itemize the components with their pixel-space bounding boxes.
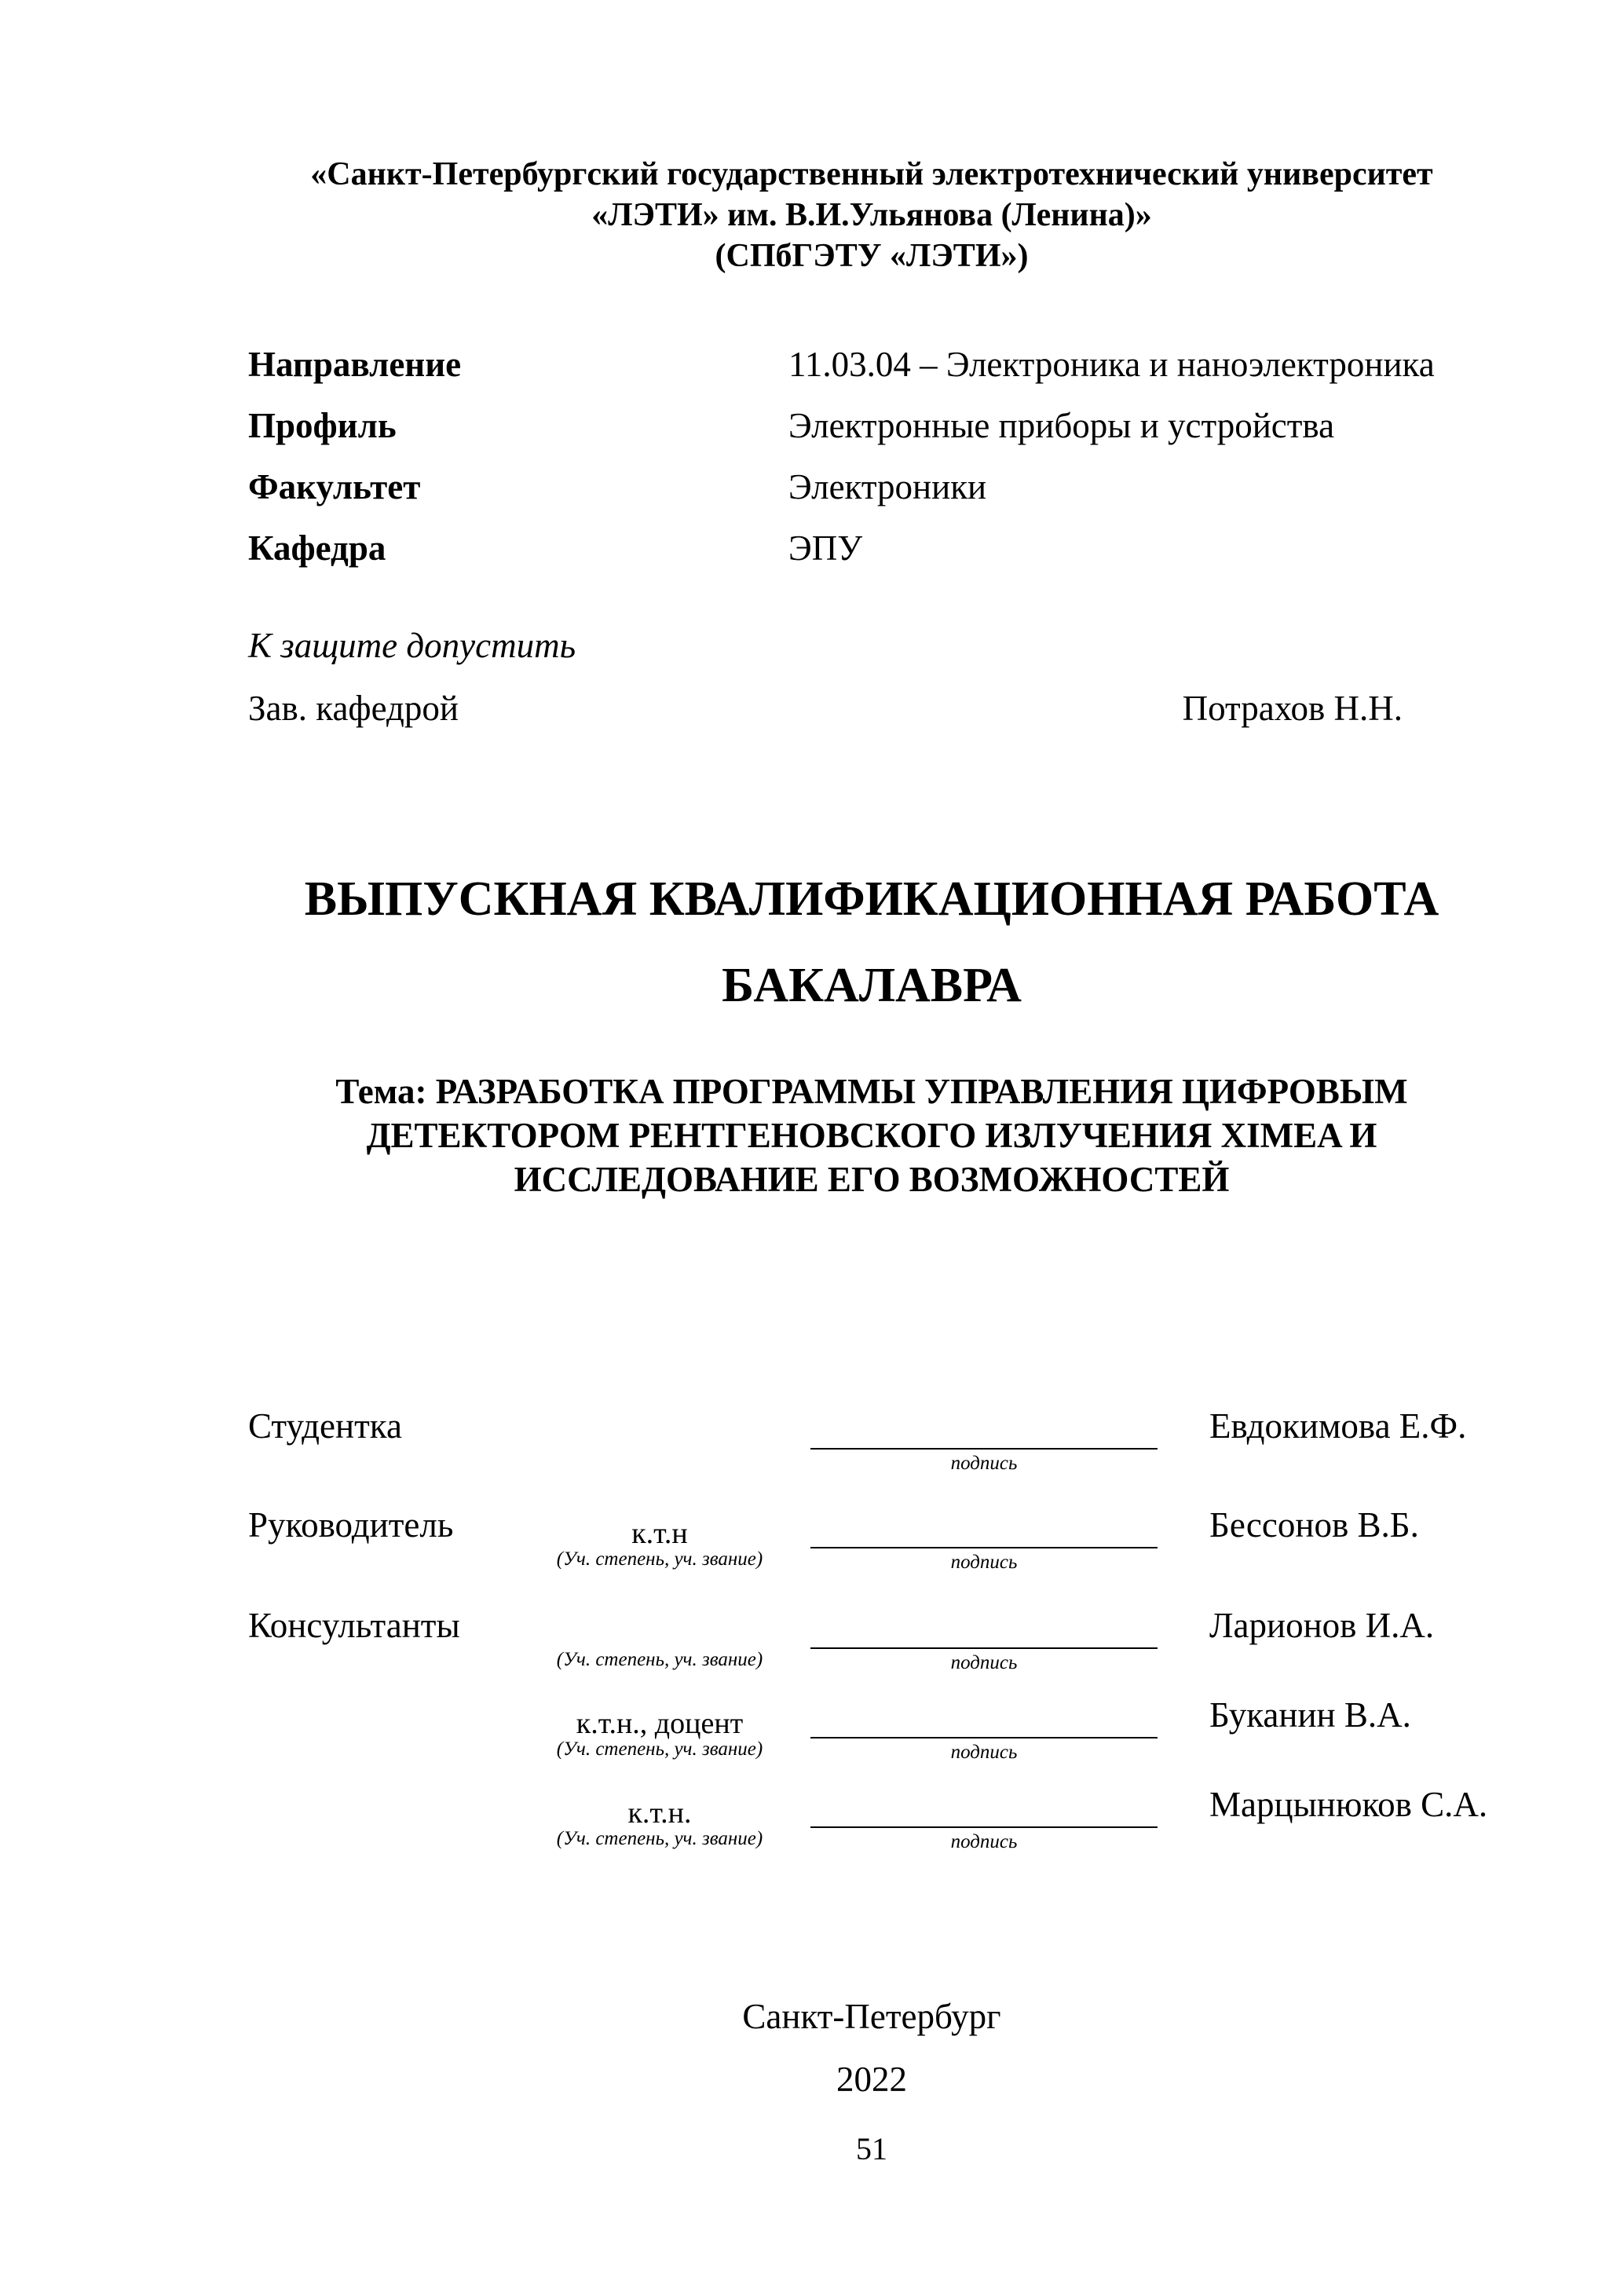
signature-role: Консультанты (248, 1606, 460, 1645)
signature-line (810, 1737, 1158, 1738)
thesis-theme (0, 1069, 1624, 1201)
signature-role: Студентка (248, 1406, 402, 1446)
degree-caption: (Уч. степень, уч. звание) (556, 1548, 763, 1570)
signature-row-supervisor (0, 1501, 1624, 1580)
info-label: Направление (248, 345, 462, 384)
degree-caption: (Уч. степень, уч. звание) (556, 1738, 763, 1760)
signature-line (810, 1547, 1158, 1548)
signature-role: Руководитель (248, 1505, 454, 1545)
info-value: Электроники (788, 467, 987, 506)
signature-name: Бессонов В.Б. (1209, 1505, 1419, 1545)
document-title-line: БАКАЛАВРА (722, 959, 1022, 1012)
signature-name: Буканин В.А. (1209, 1695, 1411, 1735)
info-row-department (248, 525, 1583, 572)
degree-caption: (Уч. степень, уч. звание) (556, 1649, 763, 1670)
info-row-profile (248, 402, 1583, 449)
info-value: ЭПУ (788, 528, 863, 568)
department-head-name: Потрахов Н.Н. (1182, 689, 1403, 728)
signature-caption: подпись (950, 1453, 1018, 1474)
university-abbreviation: (СПбГЭТУ «ЛЭТИ») (715, 238, 1029, 274)
info-row-direction (248, 341, 1583, 388)
signature-row-consultant (0, 1781, 1624, 1859)
signature-caption: подпись (950, 1652, 1018, 1673)
degree-caption: (Уч. степень, уч. звание) (556, 1828, 763, 1849)
signature-name: Евдокимова Е.Ф. (1209, 1406, 1467, 1446)
signature-row-student (0, 1402, 1624, 1481)
admission-text: К защите допустить (248, 626, 576, 665)
info-label: Кафедра (248, 528, 386, 568)
theme-line: ДЕТЕКТОРОМ РЕНТГЕНОВСКОГО ИЗЛУЧЕНИЯ XIMEA И (366, 1116, 1377, 1155)
year: 2022 (836, 2060, 907, 2099)
signature-caption: подпись (950, 1742, 1018, 1763)
university-header (0, 154, 1624, 276)
department-head-row (248, 685, 1403, 732)
department-head-label: Зав. кафедрой (248, 689, 459, 728)
academic-degree: к.т.н. (627, 1797, 692, 1830)
signature-line (810, 1647, 1158, 1649)
signature-row-consultant (0, 1691, 1624, 1770)
info-value: 11.03.04 – Электроника и наноэлектроника (788, 345, 1435, 384)
signature-line (810, 1448, 1158, 1450)
page-number: 51 (856, 2131, 887, 2166)
signature-caption: подпись (950, 1831, 1018, 1852)
signature-name: Марцынюков С.А. (1209, 1785, 1488, 1824)
info-label: Факультет (248, 467, 421, 506)
theme-line: Тема: РАЗРАБОТКА ПРОГРАММЫ УПРАВЛЕНИЯ ЦИФРОВЫМ (335, 1072, 1408, 1111)
signature-line (810, 1826, 1158, 1828)
info-value: Электронные приборы и устройства (788, 406, 1335, 445)
university-name-line: «ЛЭТИ» им. В.И.Ульянова (Ленина)» (591, 197, 1152, 233)
academic-degree: к.т.н (631, 1517, 688, 1550)
info-label: Профиль (248, 406, 397, 445)
signature-row-consultant (0, 1602, 1624, 1680)
signature-name: Ларионов И.А. (1209, 1606, 1435, 1645)
signature-caption: подпись (950, 1552, 1018, 1573)
info-row-faculty (248, 463, 1583, 510)
theme-line: ИССЛЕДОВАНИЕ ЕГО ВОЗМОЖНОСТЕЙ (514, 1160, 1230, 1199)
university-name-line: «Санкт-Петербургский государственный электротехнический университет (310, 156, 1433, 192)
city: Санкт-Петербург (742, 1997, 1001, 2036)
academic-degree: к.т.н., доцент (576, 1707, 744, 1740)
document-title-line: ВЫПУСКНАЯ КВАЛИФИКАЦИОННАЯ РАБОТА (304, 872, 1439, 926)
